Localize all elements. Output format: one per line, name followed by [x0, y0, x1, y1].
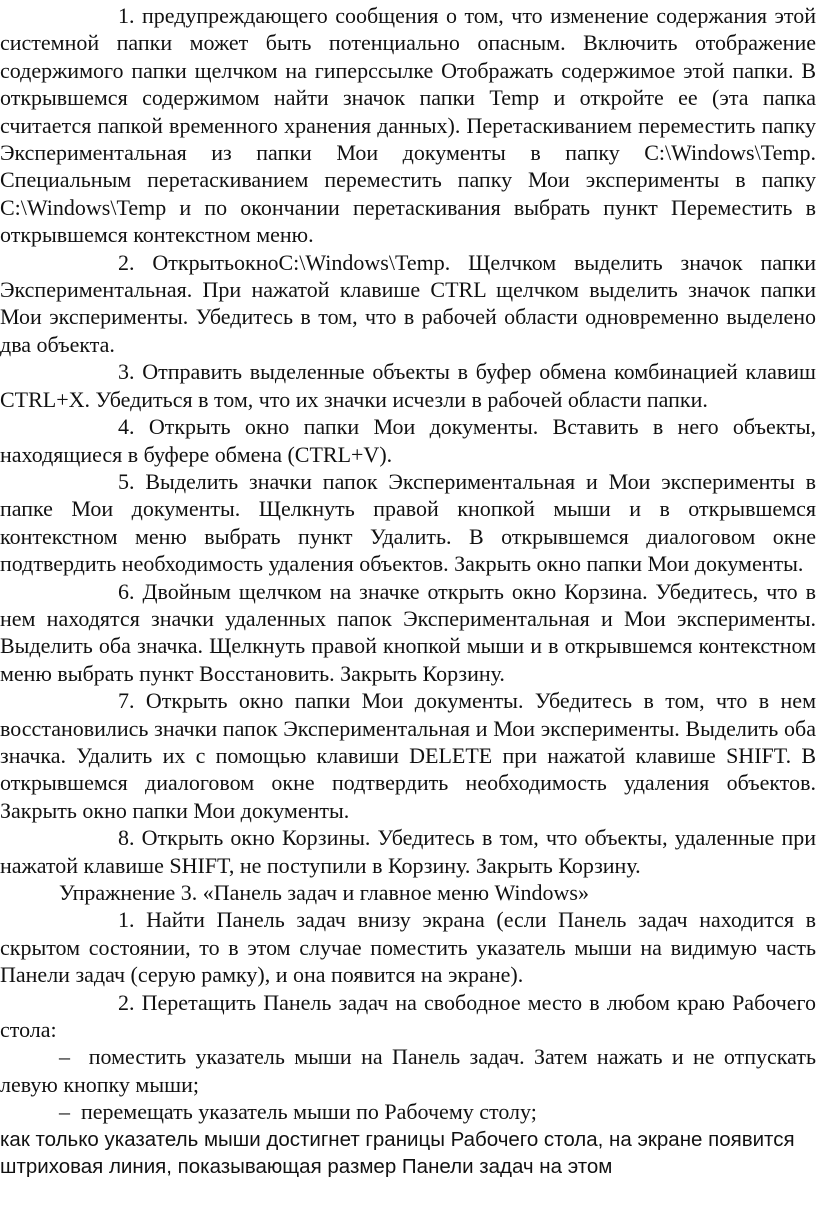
exercise-heading: Упражнение 3. «Панель задач и главное меню Windows» — [59, 880, 589, 905]
exercise-step-1-paragraph — [0, 906, 816, 988]
tail-paragraph: как только указатель мыши достигнет границы Рабочего стола, на экране появится штриховая линия, показывающая размер Панели задач на этом — [0, 1127, 795, 1179]
step-number: 8. — [118, 825, 135, 851]
dash-bullet: – — [59, 1099, 70, 1125]
dash-bullet: – — [59, 1044, 70, 1070]
step-text: Найти Панель задач внизу экрана (если Панель задач находится в скрытом состоянии, то в этом случае поместить указатель мыши на видимую часть Панели задач (серую рамку), и она появится на экране). — [0, 907, 816, 988]
step-number: 4. — [118, 414, 135, 440]
step-1-paragraph — [0, 2, 816, 249]
step-number: 2. — [118, 989, 135, 1015]
dash-item-1 — [0, 1043, 816, 1098]
step-text: предупреждающего сообщения о том, что изменение содержания этой системной папки может быть потенциально опасным. Включить отображение содержимого папки щелчком на гиперссылке Отображать содержимое этой папки. В открывшемся содержимом найти значок папки Temp и откройте ее (эта папка считается папкой временного хранения данных). Перетаскиванием переместить папку Экспериментальная из папки Мои документы в папку C:\Windows\Temp. Специальным перетаскиванием переместить папку Мои эксперименты в папку C:\Windows\Temp и по окончании перетаскивания выбрать пункт Переместить в открывшемся контекстном меню. — [0, 3, 816, 248]
step-text: Перетащить Панель задач на свободное место в любом краю Рабочего стола: — [0, 989, 816, 1043]
step-text: Открыть окно папки Мои документы. Убедитесь в том, что в нем восстановились значки папок Экспериментальная и Мои эксперименты. Выделить оба значка. Удалить их с помощью клавиши DELETE при нажатой клавише SHIFT. В открывшемся диалоговом окне подтвердить необходимость удаления объектов. Закрыть окно папки Мои документы. — [0, 688, 816, 823]
step-number: 5. — [118, 468, 135, 494]
step-number: 7. — [118, 688, 135, 714]
step-4-paragraph — [0, 413, 816, 468]
step-text: Отправить выделенные объекты в буфер обмена комбинацией клавиш CTRL+X. Убедиться в том, что их значки исчезли в рабочей области папки. — [0, 359, 816, 412]
step-2-paragraph — [0, 249, 816, 359]
step-number: 1. — [118, 3, 135, 28]
step-7-paragraph — [0, 687, 816, 824]
dash-item-text: поместить указатель мыши на Панель задач. Затем нажать и не отпускать левую кнопку мыши; — [0, 1044, 816, 1097]
step-text: Открыть окно папки Мои документы. Вставить в него объекты, находящиеся в буфере обмена (CTRL+V). — [0, 414, 816, 467]
step-number: 2. — [118, 249, 135, 275]
step-number: 6. — [118, 578, 135, 604]
step-text: Выделить значки папок Экспериментальная и Мои эксперименты в папке Мои документы. Щелкнуть правой кнопкой мыши и в открывшемся контекстном меню выбрать пункт Удалить. В открывшемся диалоговом окне подтвердить необходимость удаления объектов. Закрыть окно папки Мои документы. — [0, 468, 816, 577]
exercise-step-2-paragraph — [0, 989, 816, 1044]
step-6-paragraph — [0, 578, 816, 688]
step-text: Двойным щелчком на значке открыть окно Корзина. Убедитесь, что в нем находятся значки удаленных папок Экспериментальная и Мои эксперименты. Выделить оба значка. Щелкнуть правой кнопкой мыши и в открывшемся контекстном меню выбрать пункт Восстановить. Закрыть Корзину. — [0, 578, 816, 686]
step-5-paragraph — [0, 468, 816, 578]
dash-item-2 — [0, 1098, 816, 1125]
step-text: Открыть окно Корзины. Убедитесь в том, что объекты, удаленные при нажатой клавише SHIFT, не поступили в Корзину. Закрыть Корзину. — [0, 825, 816, 878]
dash-item-text: перемещать указатель мыши по Рабочему столу; — [81, 1099, 537, 1125]
step-number: 1. — [118, 907, 135, 933]
step-number: 3. — [118, 359, 135, 385]
step-8-paragraph — [0, 824, 816, 879]
step-text: ОткрытьокноC:\Windows\Temp. Щелчком выделить значок папки Экспериментальная. При нажатой клавише CTRL щелчком выделить значок папки Мои эксперименты. Убедитесь в том, что в рабочей области одновременно выделено два объекта. — [0, 249, 816, 357]
step-3-paragraph — [0, 358, 816, 413]
